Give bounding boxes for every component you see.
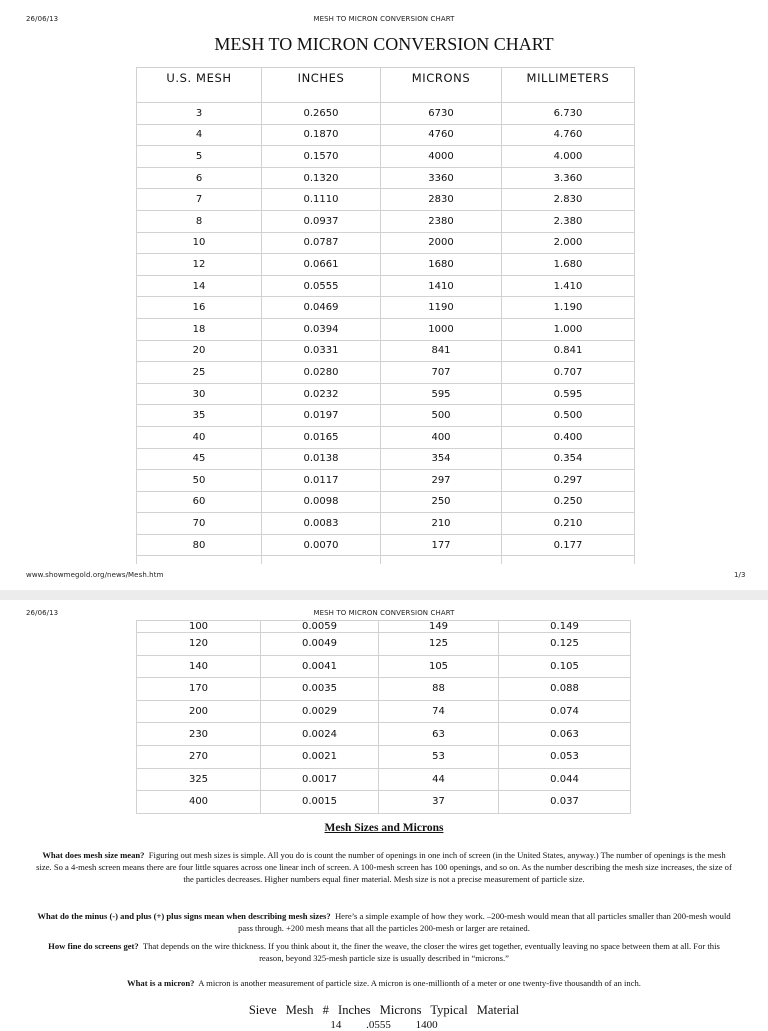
cell-us-mesh: 7 [137, 189, 262, 211]
cell-millimeters: 0.250 [502, 491, 635, 513]
cell-microns: 500 [381, 405, 502, 427]
cell-inches: 0.0394 [262, 318, 381, 340]
table-row [137, 167, 635, 189]
cell-inches: 0.0331 [262, 340, 381, 362]
cell-inches: 0.0138 [262, 448, 381, 470]
cell-inches: 0.1110 [262, 189, 381, 211]
table-row [137, 146, 635, 168]
cell-microns: 105 [379, 655, 499, 678]
cell-inches: 0.0555 [262, 275, 381, 297]
cell-inches: 0.0661 [262, 254, 381, 276]
cell-millimeters: 0.125 [499, 633, 631, 656]
cell-inches: 0.0041 [261, 655, 379, 678]
cell-millimeters: 0.500 [502, 405, 635, 427]
table-row [137, 745, 631, 768]
cell-millimeters: 1.680 [502, 254, 635, 276]
cell-millimeters: 1.000 [502, 318, 635, 340]
table-row [137, 700, 631, 723]
cell-millimeters: 0.074 [499, 700, 631, 723]
table-header-row [137, 68, 635, 103]
cell-inches: 0.0083 [262, 513, 381, 535]
cell-millimeters: 2.830 [502, 189, 635, 211]
cell-microns: 2000 [381, 232, 502, 254]
cell-us-mesh: 16 [137, 297, 262, 319]
col-header-microns: MICRONS [381, 68, 502, 103]
cell-microns: 177 [381, 534, 502, 556]
page-separator [0, 590, 768, 600]
cell-inches: 0.0021 [261, 745, 379, 768]
cell-millimeters: 0.053 [499, 745, 631, 768]
cell-microns: 707 [381, 362, 502, 384]
cell-millimeters: 2.000 [502, 232, 635, 254]
table-row [137, 189, 635, 211]
sieve-header-mesh: Sieve Mesh # [248, 1003, 329, 1017]
cell-microns: 2830 [381, 189, 502, 211]
cell-microns: 1000 [381, 318, 502, 340]
cell-microns: 400 [381, 426, 502, 448]
faq-item [36, 910, 732, 934]
cell-inches: 0.0035 [261, 678, 379, 701]
cell-microns: 297 [381, 470, 502, 492]
table-row [137, 448, 635, 470]
cell-millimeters: 0.044 [499, 768, 631, 791]
faq-question: What does mesh size mean? [42, 850, 145, 860]
cell-inches: 0.0937 [262, 210, 381, 232]
table-row [137, 678, 631, 701]
cell-inches: 0.0787 [262, 232, 381, 254]
cell-us-mesh: 14 [137, 275, 262, 297]
cell-microns: 1410 [381, 275, 502, 297]
cell-inches: 0.0049 [261, 633, 379, 656]
cell-us-mesh: 10 [137, 232, 262, 254]
footer-url: www.showmegold.org/news/Mesh.htm [26, 571, 164, 579]
table-row [137, 470, 635, 492]
cell-us-mesh: 100 [137, 621, 261, 633]
cell-us-mesh: 6 [137, 167, 262, 189]
table-row [137, 340, 635, 362]
table-row [137, 297, 635, 319]
faq-item [36, 977, 732, 989]
cell-millimeters: 0.354 [502, 448, 635, 470]
cell-us-mesh: 12 [137, 254, 262, 276]
cell-microns: 3360 [381, 167, 502, 189]
table-row [137, 383, 635, 405]
cell-us-mesh: 325 [137, 768, 261, 791]
table-row [137, 426, 635, 448]
cell-us-mesh: 200 [137, 700, 261, 723]
sieve-header-microns: Microns [379, 1003, 422, 1017]
cell-millimeters: 0.149 [499, 621, 631, 633]
cell-us-mesh: 400 [137, 791, 261, 814]
cell-inches: 0.0117 [262, 470, 381, 492]
table-row [137, 633, 631, 656]
cell-millimeters: 2.380 [502, 210, 635, 232]
cell-inches: 0.0197 [262, 405, 381, 427]
cell-us-mesh: 40 [137, 426, 262, 448]
empty-cell [381, 556, 502, 565]
sieve-header-inches: Inches [338, 1003, 371, 1017]
cell-millimeters: 0.088 [499, 678, 631, 701]
sieve-table-row [0, 1019, 768, 1031]
cell-us-mesh: 35 [137, 405, 262, 427]
empty-cell [137, 556, 262, 565]
mesh-table-body-2 [137, 621, 631, 814]
faq-answer: Figuring out mesh sizes is simple. All you do is count the number of openings in one inch of screen (in the United States, anyway.) The number of openings is the mesh size. So a 4-mesh screen means there are four little squares across one linear inch of screen. A 100-mesh screen has 100 openings, and so on. As the number describing the mesh size increases, the size of the particles decreases. Higher numbers equal finer material. Mesh size is not a precise measurement of particle size. [36, 850, 732, 884]
cell-us-mesh: 270 [137, 745, 261, 768]
faq-answer: Here’s a simple example of how they work. –200-mesh would mean that all particles smaller than 200-mesh would pass through. +200 mesh means that all the particles 200-mesh or larger are retained. [238, 911, 731, 933]
cell-microns: 4000 [381, 146, 502, 168]
faq-item [36, 849, 732, 885]
cell-inches: 0.0024 [261, 723, 379, 746]
cell-inches: 0.0017 [261, 768, 379, 791]
cell-us-mesh: 50 [137, 470, 262, 492]
faq-answer: A micron is another measurement of particle size. A micron is one-millionth of a meter or one twenty-five thousandth of an inch. [198, 978, 641, 988]
section-heading: Mesh Sizes and Microns [324, 822, 444, 834]
mesh-table-part-2 [136, 620, 631, 814]
cell-microns: 4760 [381, 124, 502, 146]
table-row [137, 210, 635, 232]
cell-millimeters: 0.177 [502, 534, 635, 556]
cell-inches: 0.0098 [262, 491, 381, 513]
cell-inches: 0.2650 [262, 103, 381, 125]
cell-us-mesh: 140 [137, 655, 261, 678]
faq-question: How fine do screens get? [48, 941, 139, 951]
header-title: MESH TO MICRON CONVERSION CHART [313, 15, 455, 23]
cell-microns: 6730 [381, 103, 502, 125]
table-row [137, 362, 635, 384]
cell-us-mesh: 18 [137, 318, 262, 340]
cell-inches: 0.0280 [262, 362, 381, 384]
faq-question: What is a micron? [127, 978, 195, 988]
table-row [137, 124, 635, 146]
cell-inches: 0.0029 [261, 700, 379, 723]
cell-millimeters: 0.105 [499, 655, 631, 678]
cell-microns: 595 [381, 383, 502, 405]
cell-us-mesh: 20 [137, 340, 262, 362]
cell-microns: 63 [379, 723, 499, 746]
cell-microns: 74 [379, 700, 499, 723]
footer-page-number: 1/3 [734, 571, 746, 579]
cell-microns: 88 [379, 678, 499, 701]
col-header-inches: INCHES [262, 68, 381, 103]
cell-millimeters: 0.297 [502, 470, 635, 492]
table-row [137, 232, 635, 254]
table-row [137, 405, 635, 427]
mesh-table-part-1 [136, 67, 635, 564]
cell-millimeters: 0.037 [499, 791, 631, 814]
cell-us-mesh: 25 [137, 362, 262, 384]
sieve-table-header [0, 1003, 768, 1018]
cell-inches: 0.1320 [262, 167, 381, 189]
cell-inches: 0.0469 [262, 297, 381, 319]
cell-millimeters: 0.210 [502, 513, 635, 535]
cell-millimeters: 4.760 [502, 124, 635, 146]
cell-us-mesh: 60 [137, 491, 262, 513]
table-row [137, 534, 635, 556]
cell-us-mesh: 70 [137, 513, 262, 535]
cell-millimeters: 1.410 [502, 275, 635, 297]
faq-answer: That depends on the wire thickness. If you think about it, the finer the weave, the closer the wires get together, eventually leaving no space between them at all. For this reason, beyond 325-mesh particle size is usually described in “microns.” [142, 941, 720, 963]
faq-question: What do the minus (-) and plus (+) plus signs mean when describing mesh sizes? [37, 911, 331, 921]
cell-us-mesh: 5 [137, 146, 262, 168]
cell-microns: 125 [379, 633, 499, 656]
cell-us-mesh: 170 [137, 678, 261, 701]
table-row-empty [137, 556, 635, 565]
cell-us-mesh: 45 [137, 448, 262, 470]
sieve-cell: 1400 [415, 1019, 438, 1031]
cell-millimeters: 0.063 [499, 723, 631, 746]
mesh-table-body-1 [137, 103, 635, 565]
empty-cell [502, 556, 635, 565]
table-row [137, 254, 635, 276]
cell-inches: 0.0015 [261, 791, 379, 814]
cell-inches: 0.0070 [262, 534, 381, 556]
cell-microns: 1680 [381, 254, 502, 276]
table-row [137, 621, 631, 633]
table-row [137, 318, 635, 340]
page-title: MESH TO MICRON CONVERSION CHART [214, 34, 554, 54]
cell-millimeters: 6.730 [502, 103, 635, 125]
cell-microns: 354 [381, 448, 502, 470]
cell-millimeters: 0.595 [502, 383, 635, 405]
cell-microns: 250 [381, 491, 502, 513]
cell-microns: 2380 [381, 210, 502, 232]
empty-cell [262, 556, 381, 565]
cell-microns: 53 [379, 745, 499, 768]
cell-us-mesh: 8 [137, 210, 262, 232]
cell-inches: 0.1870 [262, 124, 381, 146]
cell-inches: 0.0232 [262, 383, 381, 405]
cell-millimeters: 0.400 [502, 426, 635, 448]
sieve-cell: .0555 [366, 1019, 391, 1031]
col-header-millimeters: MILLIMETERS [502, 68, 635, 103]
table-row [137, 275, 635, 297]
cell-microns: 1190 [381, 297, 502, 319]
cell-us-mesh: 80 [137, 534, 262, 556]
table-row [137, 513, 635, 535]
cell-millimeters: 3.360 [502, 167, 635, 189]
header-title: MESH TO MICRON CONVERSION CHART [313, 609, 455, 617]
table-row [137, 491, 635, 513]
cell-microns: 841 [381, 340, 502, 362]
cell-millimeters: 1.190 [502, 297, 635, 319]
table-row [137, 791, 631, 814]
cell-inches: 0.0165 [262, 426, 381, 448]
col-header-us-mesh: U.S. MESH [137, 68, 262, 103]
table-row [137, 103, 635, 125]
header-date: 26/06/13 [26, 609, 59, 617]
cell-microns: 149 [379, 621, 499, 633]
cell-us-mesh: 120 [137, 633, 261, 656]
table-row [137, 723, 631, 746]
header-date: 26/06/13 [26, 15, 59, 23]
table-row [137, 768, 631, 791]
cell-microns: 210 [381, 513, 502, 535]
faq-item [36, 940, 732, 964]
cell-us-mesh: 3 [137, 103, 262, 125]
sieve-header-material: Typical Material [430, 1003, 520, 1017]
cell-inches: 0.0059 [261, 621, 379, 633]
cell-us-mesh: 4 [137, 124, 262, 146]
cell-microns: 44 [379, 768, 499, 791]
cell-millimeters: 4.000 [502, 146, 635, 168]
cell-millimeters: 0.707 [502, 362, 635, 384]
cell-millimeters: 0.841 [502, 340, 635, 362]
cell-inches: 0.1570 [262, 146, 381, 168]
cell-us-mesh: 230 [137, 723, 261, 746]
cell-microns: 37 [379, 791, 499, 814]
table-row [137, 655, 631, 678]
sieve-cell: 14 [330, 1019, 342, 1031]
cell-us-mesh: 30 [137, 383, 262, 405]
